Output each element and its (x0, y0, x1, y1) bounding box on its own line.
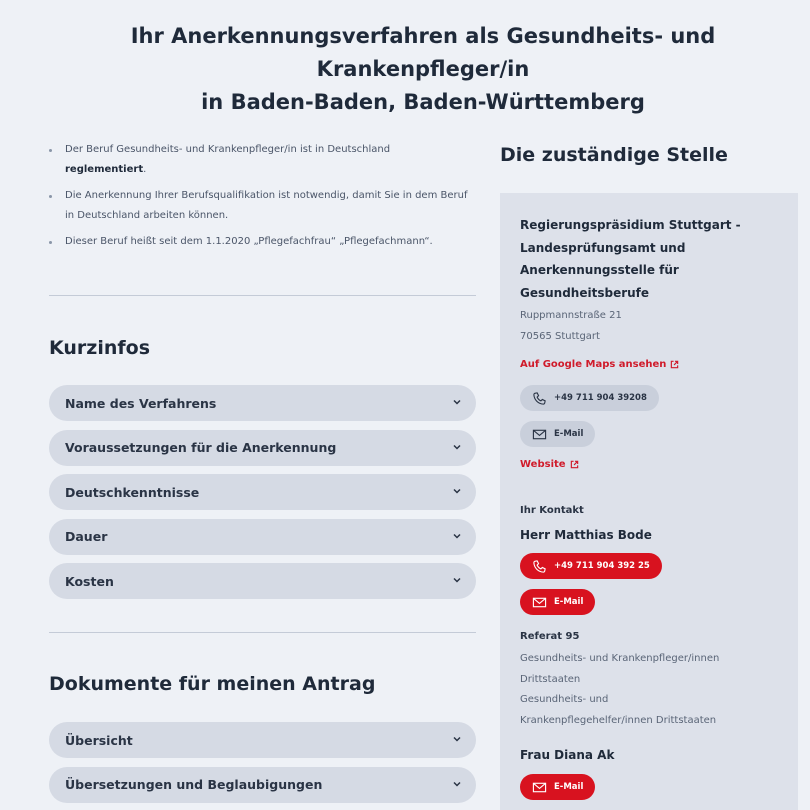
phone-icon (532, 391, 547, 406)
kurzinfos-title: Kurzinfos (49, 337, 151, 359)
mail-icon (532, 595, 547, 610)
external-link-icon (570, 460, 579, 469)
page-title-line-2: Krankenpfleger/in (316, 57, 530, 81)
main-column (49, 140, 476, 792)
accordion-uebersicht[interactable] (49, 722, 476, 758)
dokumente-accordion (49, 722, 476, 810)
website-link[interactable]: Website (520, 459, 579, 470)
address (520, 305, 622, 347)
chevron-down-icon (452, 575, 462, 585)
accordion-voraussetzungen[interactable] (49, 430, 476, 466)
divider (49, 632, 476, 633)
address-street: Ruppmannstraße 21 (520, 310, 622, 321)
intro-bullet-regulated: Der Beruf Gesundheits- und Krankenpfleger/in ist in Deutschland reglementiert. (49, 140, 476, 180)
referat-description: Gesundheits- und Krankenpfleger/innen Drittstaaten Gesundheits- und Krankenpflegehelfer/innen Drittstaaten (520, 653, 720, 726)
chevron-down-icon (452, 397, 462, 407)
stelle-title: Die zuständige Stelle (500, 144, 728, 166)
phone-button[interactable]: +49 711 904 39208 (520, 385, 659, 411)
email-button[interactable]: E-Mail (520, 421, 595, 447)
external-link-icon (670, 360, 679, 369)
phone-icon (532, 559, 547, 574)
contact-name: Frau Diana Ak (520, 748, 615, 762)
accordion-kosten[interactable] (49, 563, 476, 599)
mail-icon (532, 780, 547, 795)
contact-name: Herr Matthias Bode (520, 528, 652, 542)
dokumente-title: Dokumente für meinen Antrag (49, 673, 376, 695)
accordion-name-des-verfahrens[interactable] (49, 385, 476, 421)
chevron-down-icon (452, 779, 462, 789)
chevron-down-icon (452, 442, 462, 452)
contact-panel (500, 193, 798, 810)
page-title-line-1: Ihr Anerkennungsverfahren als Gesundheits- und (130, 24, 716, 48)
accordion-uebersetzungen[interactable] (49, 767, 476, 803)
contact-email-button[interactable]: E-Mail (520, 774, 595, 800)
accordion-deutschkenntnisse[interactable] (49, 474, 476, 510)
address-city: 70565 Stuttgart (520, 331, 600, 342)
accordion-label: Deutschkenntnisse (65, 484, 200, 500)
accordion-label: Kosten (65, 573, 114, 589)
chevron-down-icon (452, 486, 462, 496)
google-maps-link[interactable]: Auf Google Maps ansehen (520, 359, 679, 370)
kontakt-label: Ihr Kontakt (520, 505, 584, 516)
kurzinfos-accordion (49, 385, 476, 608)
mail-icon (532, 427, 547, 442)
accordion-label: Übersetzungen und Beglaubigungen (65, 777, 323, 792)
contact-phone-button[interactable]: +49 711 904 392 25 (520, 553, 662, 579)
accordion-label: Dauer (65, 529, 108, 544)
accordion-dauer[interactable] (49, 519, 476, 555)
accordion-label: Name des Verfahrens (65, 395, 217, 411)
referat-label: Referat 95 (520, 631, 580, 642)
accordion-label: Voraussetzungen für die Anerkennung (65, 440, 337, 455)
page-title (0, 20, 810, 119)
intro-bullet-recognition: Die Anerkennung Ihrer Berufsqualifikation ist notwendig, damit Sie in dem Beruf in Deutschland arbeiten können. (49, 186, 476, 226)
org-name: Regierungspräsidium Stuttgart - Landesprüfungsamt und Anerkennungsstelle für Gesundheitsberufe (520, 218, 741, 300)
intro-bullet-new-name: Dieser Beruf heißt seit dem 1.1.2020 „Pflegefachfrau“ „Pflegefachmann“. (49, 232, 476, 252)
chevron-down-icon (452, 734, 462, 744)
page-title-line-3: in Baden-Baden, Baden-Württemberg (201, 90, 645, 114)
accordion-label: Übersicht (65, 732, 133, 748)
contact-email-button[interactable]: E-Mail (520, 589, 595, 615)
intro-list (49, 140, 476, 252)
divider (49, 295, 476, 296)
chevron-down-icon (452, 531, 462, 541)
